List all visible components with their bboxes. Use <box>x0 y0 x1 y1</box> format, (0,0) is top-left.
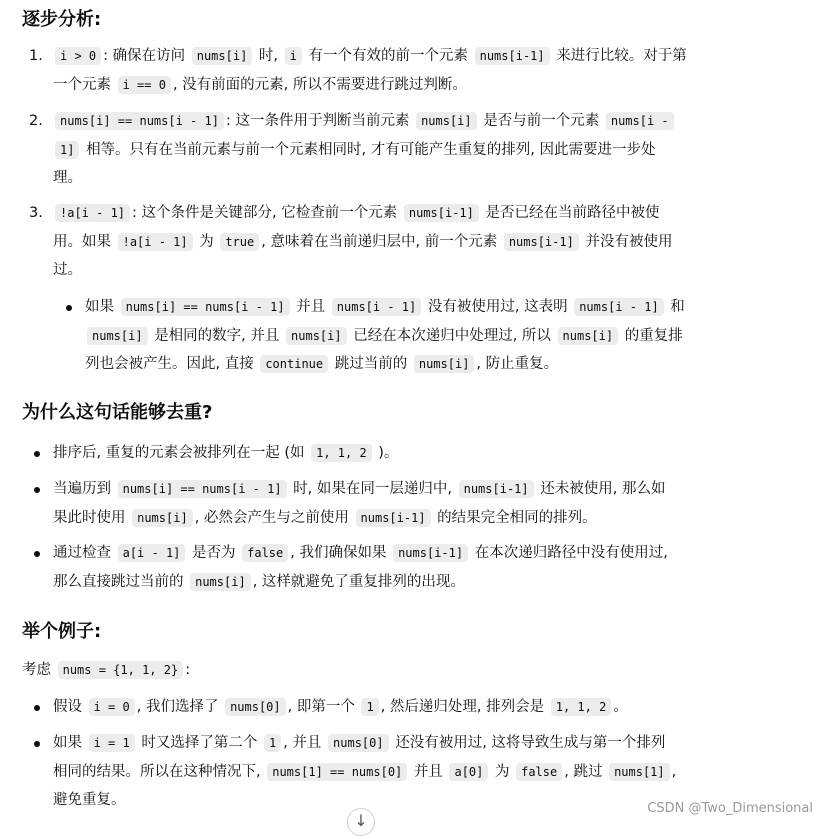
inline-code: true <box>220 233 259 251</box>
step-number: 2. <box>29 113 43 129</box>
inline-code: nums[i-1] <box>475 47 550 65</box>
text-run: 为 <box>495 763 510 780</box>
text-run: 当遍历到 <box>53 481 111 497</box>
inline-code: nums[i - 1] <box>574 298 663 316</box>
text-run: : 确保在访问 <box>103 48 186 64</box>
text-line <box>53 71 743 100</box>
text-run: 已经在本次递归中处理过, 所以 <box>353 327 551 344</box>
inline-code: nums[i] <box>192 47 253 65</box>
text-run: , 防止重复。 <box>476 356 559 372</box>
inline-code: nums = {1, 1, 2} <box>58 661 184 679</box>
text-run: 来进行比较。对于第 <box>556 48 687 64</box>
text-run: 用。如果 <box>53 233 111 250</box>
inline-code: continue <box>260 355 328 373</box>
inline-code: nums[1] <box>609 763 670 781</box>
text-run: , 我们确保如果 <box>290 545 387 561</box>
text-line <box>53 758 743 787</box>
text-line <box>85 293 745 322</box>
example-bullet-1 <box>53 693 743 722</box>
text-line <box>53 729 743 758</box>
inline-code: !a[i - 1] <box>118 233 193 251</box>
text-run: : <box>185 662 191 678</box>
bullet-dot <box>34 705 40 711</box>
text-run: 那么直接跳过当前的 <box>53 573 184 590</box>
bullet-dot <box>66 305 72 311</box>
inline-code: i = 0 <box>89 698 135 716</box>
text-run: 果此时使用 <box>53 509 126 526</box>
text-run: 列也会被产生。因此, 直接 <box>85 356 254 372</box>
text-run: 是否已经在当前路径中被使 <box>485 205 660 221</box>
step-item-1 <box>29 42 743 99</box>
inline-code: nums[i-1] <box>504 233 579 251</box>
text-run: 为 <box>199 233 214 250</box>
text-line <box>53 136 743 165</box>
why-bullet-2 <box>53 475 743 532</box>
text-run: 还未被使用, 那么如 <box>540 481 666 497</box>
text-run: 一个元素 <box>53 76 111 93</box>
inline-code: nums[i] <box>190 573 251 591</box>
inline-code: nums[i] <box>286 327 347 345</box>
text-run: , 必然会产生与之前使用 <box>194 509 349 526</box>
text-run: , 我们选择了 <box>136 699 219 715</box>
inline-code: i <box>285 47 302 65</box>
text-line <box>53 228 743 257</box>
bullet-dot <box>34 741 40 747</box>
inline-code: i = 1 <box>89 734 135 752</box>
text-line <box>53 475 743 504</box>
text-run: 时又选择了第二个 <box>141 735 258 751</box>
text-line <box>85 350 745 379</box>
text-line <box>53 107 743 136</box>
inline-code: !a[i - 1] <box>55 204 130 222</box>
text-run: 如果 <box>53 735 82 751</box>
inline-code: nums[0] <box>225 698 286 716</box>
text-line <box>53 256 743 285</box>
text-run: , <box>671 763 677 780</box>
inline-code: nums[1] == nums[0] <box>267 763 407 781</box>
step-number: 1. <box>29 48 43 64</box>
text-run: 排序后, 重复的元素会被排列在一起 (如 <box>53 445 305 461</box>
inline-code: nums[i - <box>606 112 674 130</box>
text-run: 有一个有效的前一个元素 <box>308 48 468 64</box>
text-line <box>53 568 743 597</box>
why-bullet-3 <box>53 539 743 596</box>
text-run: 时, 如果在同一层递归中, <box>293 481 452 497</box>
heading-step-analysis: 逐步分析: <box>22 9 102 30</box>
inline-code: 1] <box>55 141 79 159</box>
text-run: 还没有被用过, 这将导致生成与第一个排列 <box>395 735 666 751</box>
text-line <box>53 439 743 468</box>
inline-code: nums[0] <box>328 734 389 752</box>
text-line <box>53 199 743 228</box>
text-run: 是相同的数字, 并且 <box>154 327 280 344</box>
inline-code: nums[i] <box>414 355 475 373</box>
text-run: 通过检查 <box>53 545 111 561</box>
inline-code: nums[i] == nums[i - 1] <box>121 298 290 316</box>
inline-code: false <box>242 544 288 562</box>
text-run: 的结果完全相同的排列。 <box>437 509 597 526</box>
inline-code: nums[i] == nums[i - 1] <box>55 112 224 130</box>
text-run: 避免重复。 <box>53 792 126 808</box>
inline-code: nums[i-1] <box>404 204 479 222</box>
inline-code: nums[i-1] <box>393 544 468 562</box>
text-run: , 并且 <box>283 735 322 751</box>
text-line <box>53 539 743 568</box>
text-line <box>53 164 743 193</box>
inline-code: false <box>516 763 562 781</box>
inline-code: 1, 1, 2 <box>551 698 612 716</box>
text-run: : 这一条件用于判断当前元素 <box>225 113 410 129</box>
inline-code: 1 <box>361 698 378 716</box>
inline-code: nums[i] <box>87 327 148 345</box>
text-line <box>53 504 743 533</box>
example-intro <box>22 656 190 684</box>
step-item-3 <box>29 199 743 285</box>
text-run: 是否与前一个元素 <box>483 113 600 129</box>
text-run: 并没有被使用 <box>585 233 673 250</box>
text-run: : 这个条件是关键部分, 它检查前一个元素 <box>132 205 398 221</box>
inline-code: nums[i] == nums[i - 1] <box>118 480 287 498</box>
bullet-dot <box>34 487 40 493</box>
scroll-down-button[interactable] <box>347 808 375 836</box>
inline-code: nums[i] <box>416 112 477 130</box>
heading-example: 举个例子: <box>22 621 102 642</box>
inline-code: 1, 1, 2 <box>311 444 372 462</box>
text-run: 和 <box>670 299 685 315</box>
bullet-dot <box>34 551 40 557</box>
text-run: 并且 <box>413 763 443 780</box>
text-run: , 意味着在当前递归层中, 前一个元素 <box>261 233 498 250</box>
inline-code: nums[i-1] <box>459 480 534 498</box>
step-item-2 <box>29 107 743 193</box>
heading-why-dedup: 为什么这句话能够去重? <box>22 402 213 423</box>
text-run: 的重复排 <box>624 327 683 344</box>
text-line <box>85 322 745 351</box>
inline-code: i > 0 <box>55 47 101 65</box>
text-run: )。 <box>378 445 399 461</box>
watermark: CSDN @Two_Dimensional <box>647 801 813 816</box>
text-line <box>53 786 743 815</box>
text-run: , 即第一个 <box>287 699 355 715</box>
text-run: , 这样就避免了重复排列的出现。 <box>252 573 465 590</box>
text-run: 相同的结果。所以在这种情况下, <box>53 763 261 780</box>
text-run: 如果 <box>85 299 114 315</box>
text-line <box>53 42 743 71</box>
text-run: 没有被使用过, 这表明 <box>427 299 568 315</box>
text-run: 假设 <box>53 699 82 715</box>
step3-sub-bullet <box>85 293 745 379</box>
text-run: 考虑 <box>22 662 51 678</box>
text-run: , 跳过 <box>564 763 603 780</box>
bullet-dot <box>34 451 40 457</box>
arrow-down-icon: ↓ <box>354 811 368 830</box>
text-run: , 然后递归处理, 排列会是 <box>380 699 545 715</box>
text-run: 相等。只有在当前元素与前一个元素相同时, 才有可能产生重复的排列, 因此需要进一步处 <box>86 141 656 158</box>
text-run: 并且 <box>296 299 326 315</box>
text-run: 是否为 <box>192 545 236 561</box>
example-bullet-2 <box>53 729 743 815</box>
inline-code: a[i - 1] <box>118 544 186 562</box>
inline-code: a[0] <box>449 763 488 781</box>
text-run: 跳过当前的 <box>334 356 408 372</box>
inline-code: nums[i - 1] <box>332 298 421 316</box>
text-run: 理。 <box>53 170 82 186</box>
text-run: 。 <box>613 699 628 715</box>
text-run: 在本次递归路径中没有使用过, <box>474 545 668 561</box>
text-line <box>53 693 743 722</box>
text-run: 过。 <box>53 262 82 278</box>
text-run: , 没有前面的元素, 所以不需要进行跳过判断。 <box>172 76 467 93</box>
inline-code: 1 <box>264 734 281 752</box>
inline-code: i == 0 <box>118 76 171 94</box>
inline-code: nums[i] <box>558 327 619 345</box>
text-run: 时, <box>258 48 279 64</box>
inline-code: nums[i-1] <box>356 509 431 527</box>
step-number: 3. <box>29 205 43 221</box>
why-bullet-1 <box>53 439 743 468</box>
inline-code: nums[i] <box>132 509 193 527</box>
